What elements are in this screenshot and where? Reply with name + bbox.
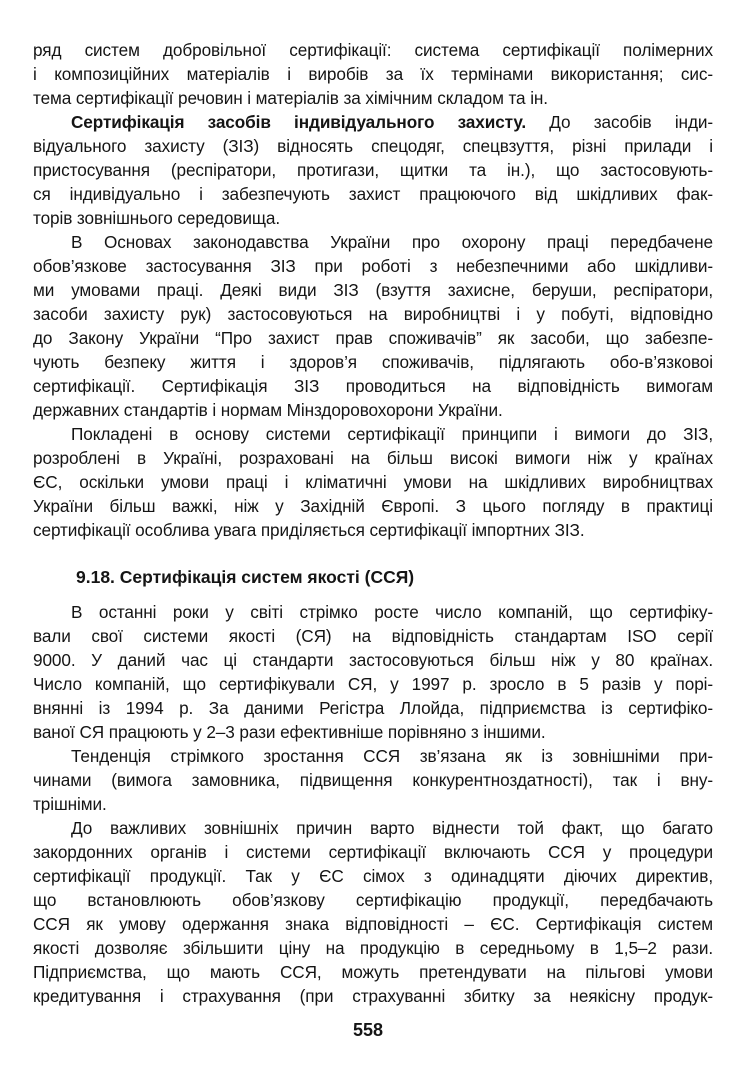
text-line: 9000. У даний час ці стандарти застосовуються більш ніж у 80 країнах. (33, 650, 713, 670)
text-line: В останні роки у світі стрімко росте число компаній, що сертифіку- (71, 602, 713, 622)
text-line: Покладені в основу системи сертифікації принципи і вимоги до ЗІЗ, (71, 424, 713, 444)
text-line: обов’язкове застосування ЗІЗ при роботі з небезпечними або шкідливи- (33, 256, 713, 276)
text-line: сертифікації продукції. Так у ЄС сімох з одинадцяти діючих директив, (33, 866, 713, 886)
text-fragment: До засобів інди- (526, 112, 713, 132)
text-line: До важливих зовнішніх причин варто віднести той факт, що багато (71, 818, 713, 838)
text-line: чинами (вимога замовника, підвищення конкурентноздатності), так і вну- (33, 770, 713, 790)
text-line: сертифікації особлива увага приділяється сертифікації імпортних ЗІЗ. (33, 520, 585, 540)
text-line: ваної СЯ працюють у 2–3 рази ефективніше порівняно з іншими. (33, 722, 546, 742)
text-line: відуального захисту (ЗІЗ) відносять спецодяг, спецвзуття, різні прилади і (33, 136, 713, 156)
text-line: і композиційних матеріалів і виробів за їх термінами використання; сис- (33, 64, 713, 84)
text-line: Підприємства, що мають ССЯ, можуть претендувати на пільгові умови (33, 962, 713, 982)
text-line: вали свої системи якості (СЯ) на відповідність стандартам ISO серії (33, 626, 713, 646)
text-line: В Основах законодавства України про охорону праці передбачене (71, 232, 713, 252)
bold-lead: Сертифікація засобів індивідуального захисту. (71, 112, 527, 132)
text-line: внянні із 1994 р. За даними Регістра Ллойда, підприємства із сертифіко- (33, 698, 713, 718)
text-line: кредитування і страхування (при страхуванні збитку за неякісну продук- (33, 986, 713, 1006)
text-line: ССЯ як умову одержання знака відповідності – ЄС. Сертифікація систем (33, 914, 713, 934)
text-line: ЄС, оскільки умови праці і кліматичні умови на шкідливих виробництвах (33, 472, 713, 492)
text-line: трішніми. (33, 794, 107, 814)
text-line (33, 110, 713, 134)
section-heading: 9.18. Сертифікація систем якості (ССЯ) (76, 567, 415, 587)
text-line: торів зовнішнього середовища. (33, 208, 281, 228)
text-line: засоби захисту рук) застосовуються на виробництві і у побуті, відповідно (33, 304, 713, 324)
text-line: сертифікації. Сертифікація ЗІЗ проводиться на відповідність вимогам (33, 376, 713, 396)
text-line: України більш важкі, ніж у Західній Європі. З цього погляду в практиці (33, 496, 713, 516)
page-number: 558 (352, 1020, 384, 1040)
text-line: тема сертифікації речовин і матеріалів за хімічним складом та ін. (33, 88, 548, 108)
text-line: що встановлюють обов’язкову сертифікацію продукції, передбачають (33, 890, 713, 910)
text-line: ряд систем добровільної сертифікації: система сертифікації полімерних (33, 40, 713, 60)
text-line: ся індивідуально і забезпечують захист працюючого від шкідливих фак- (33, 184, 713, 204)
text-line: чують безпеку життя і здоров’я споживачів, підлягають обо-в’язковоі (33, 352, 713, 372)
text-line: Число компаній, що сертифікували СЯ, у 1997 р. зросло в 5 разів у порі- (33, 674, 713, 694)
text-line: якості дозволяє збільшити ціну на продукцію в середньому в 1,5–2 рази. (33, 938, 713, 958)
text-line: закордонних органів і системи сертифікації включають ССЯ у процедури (33, 842, 713, 862)
text-line: розроблені в Україні, розраховані на більш високі вимоги ніж у країнах (33, 448, 713, 468)
text-line: ми умовами праці. Деякі види ЗІЗ (взуття захисне, беруши, респіратори, (33, 280, 713, 300)
text-line: до Закону України “Про захист прав споживачів” як засоби, що забезпе- (33, 328, 713, 348)
text-line: державних стандартів і нормам Мінздоровохорони України. (33, 400, 503, 420)
text-line: пристосування (респіратори, протигази, щитки та ін.), що застосовують- (33, 160, 713, 180)
text-line: Тенденція стрімкого зростання ССЯ зв’язана як із зовнішніми при- (71, 746, 713, 766)
